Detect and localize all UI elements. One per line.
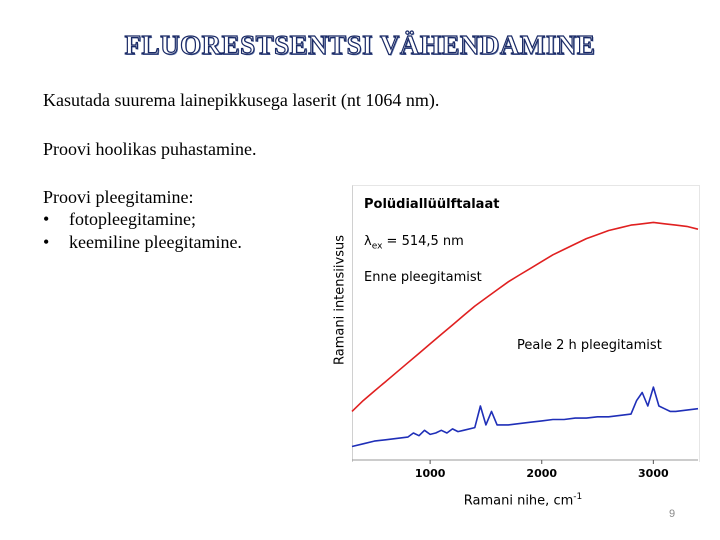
- bullet-symbol: •: [43, 209, 50, 229]
- series-line-after-bleaching: [352, 387, 698, 446]
- series-layer: [352, 222, 698, 446]
- lambda-value: = 514,5 nm: [382, 234, 464, 249]
- x-axis-label-text: Ramani nihe, cm: [463, 493, 574, 509]
- annotation-before: Enne pleegitamist: [364, 270, 482, 285]
- x-axis: [352, 460, 698, 480]
- x-tick-label: 3000: [638, 467, 669, 480]
- page-number: 9: [669, 508, 676, 520]
- text-line-cleaning: Proovi hoolikas puhastamine.: [43, 139, 257, 159]
- page-title: FLUORESTSENTSI VÄHENDAMINE: [124, 30, 596, 60]
- x-axis-label-sup: -1: [573, 492, 583, 502]
- bullet-text-chemical: keemiline pleegitamine.: [69, 232, 242, 252]
- lambda-subscript: ex: [371, 241, 383, 252]
- lambda-symbol: λ: [364, 234, 372, 249]
- text-line-laser: Kasutada suurema lainepikkusega laserit (nt 1064 nm).: [43, 90, 440, 110]
- x-tick-label: 1000: [414, 467, 446, 480]
- annotation-sample: Polüdiallüülftalaat: [364, 197, 500, 212]
- annotation-excitation: [364, 234, 464, 252]
- y-axis-label: Ramani intensiivsus: [332, 235, 348, 365]
- annotation-after: Peale 2 h pleegitamist: [517, 338, 662, 353]
- bullet-symbol: •: [43, 232, 50, 252]
- bullet-text-photo: fotopleegitamine;: [69, 209, 196, 229]
- x-axis-label: [464, 492, 582, 508]
- x-tick-label: 2000: [526, 467, 558, 480]
- text-line-bleaching: Proovi pleegitamine:: [43, 187, 194, 207]
